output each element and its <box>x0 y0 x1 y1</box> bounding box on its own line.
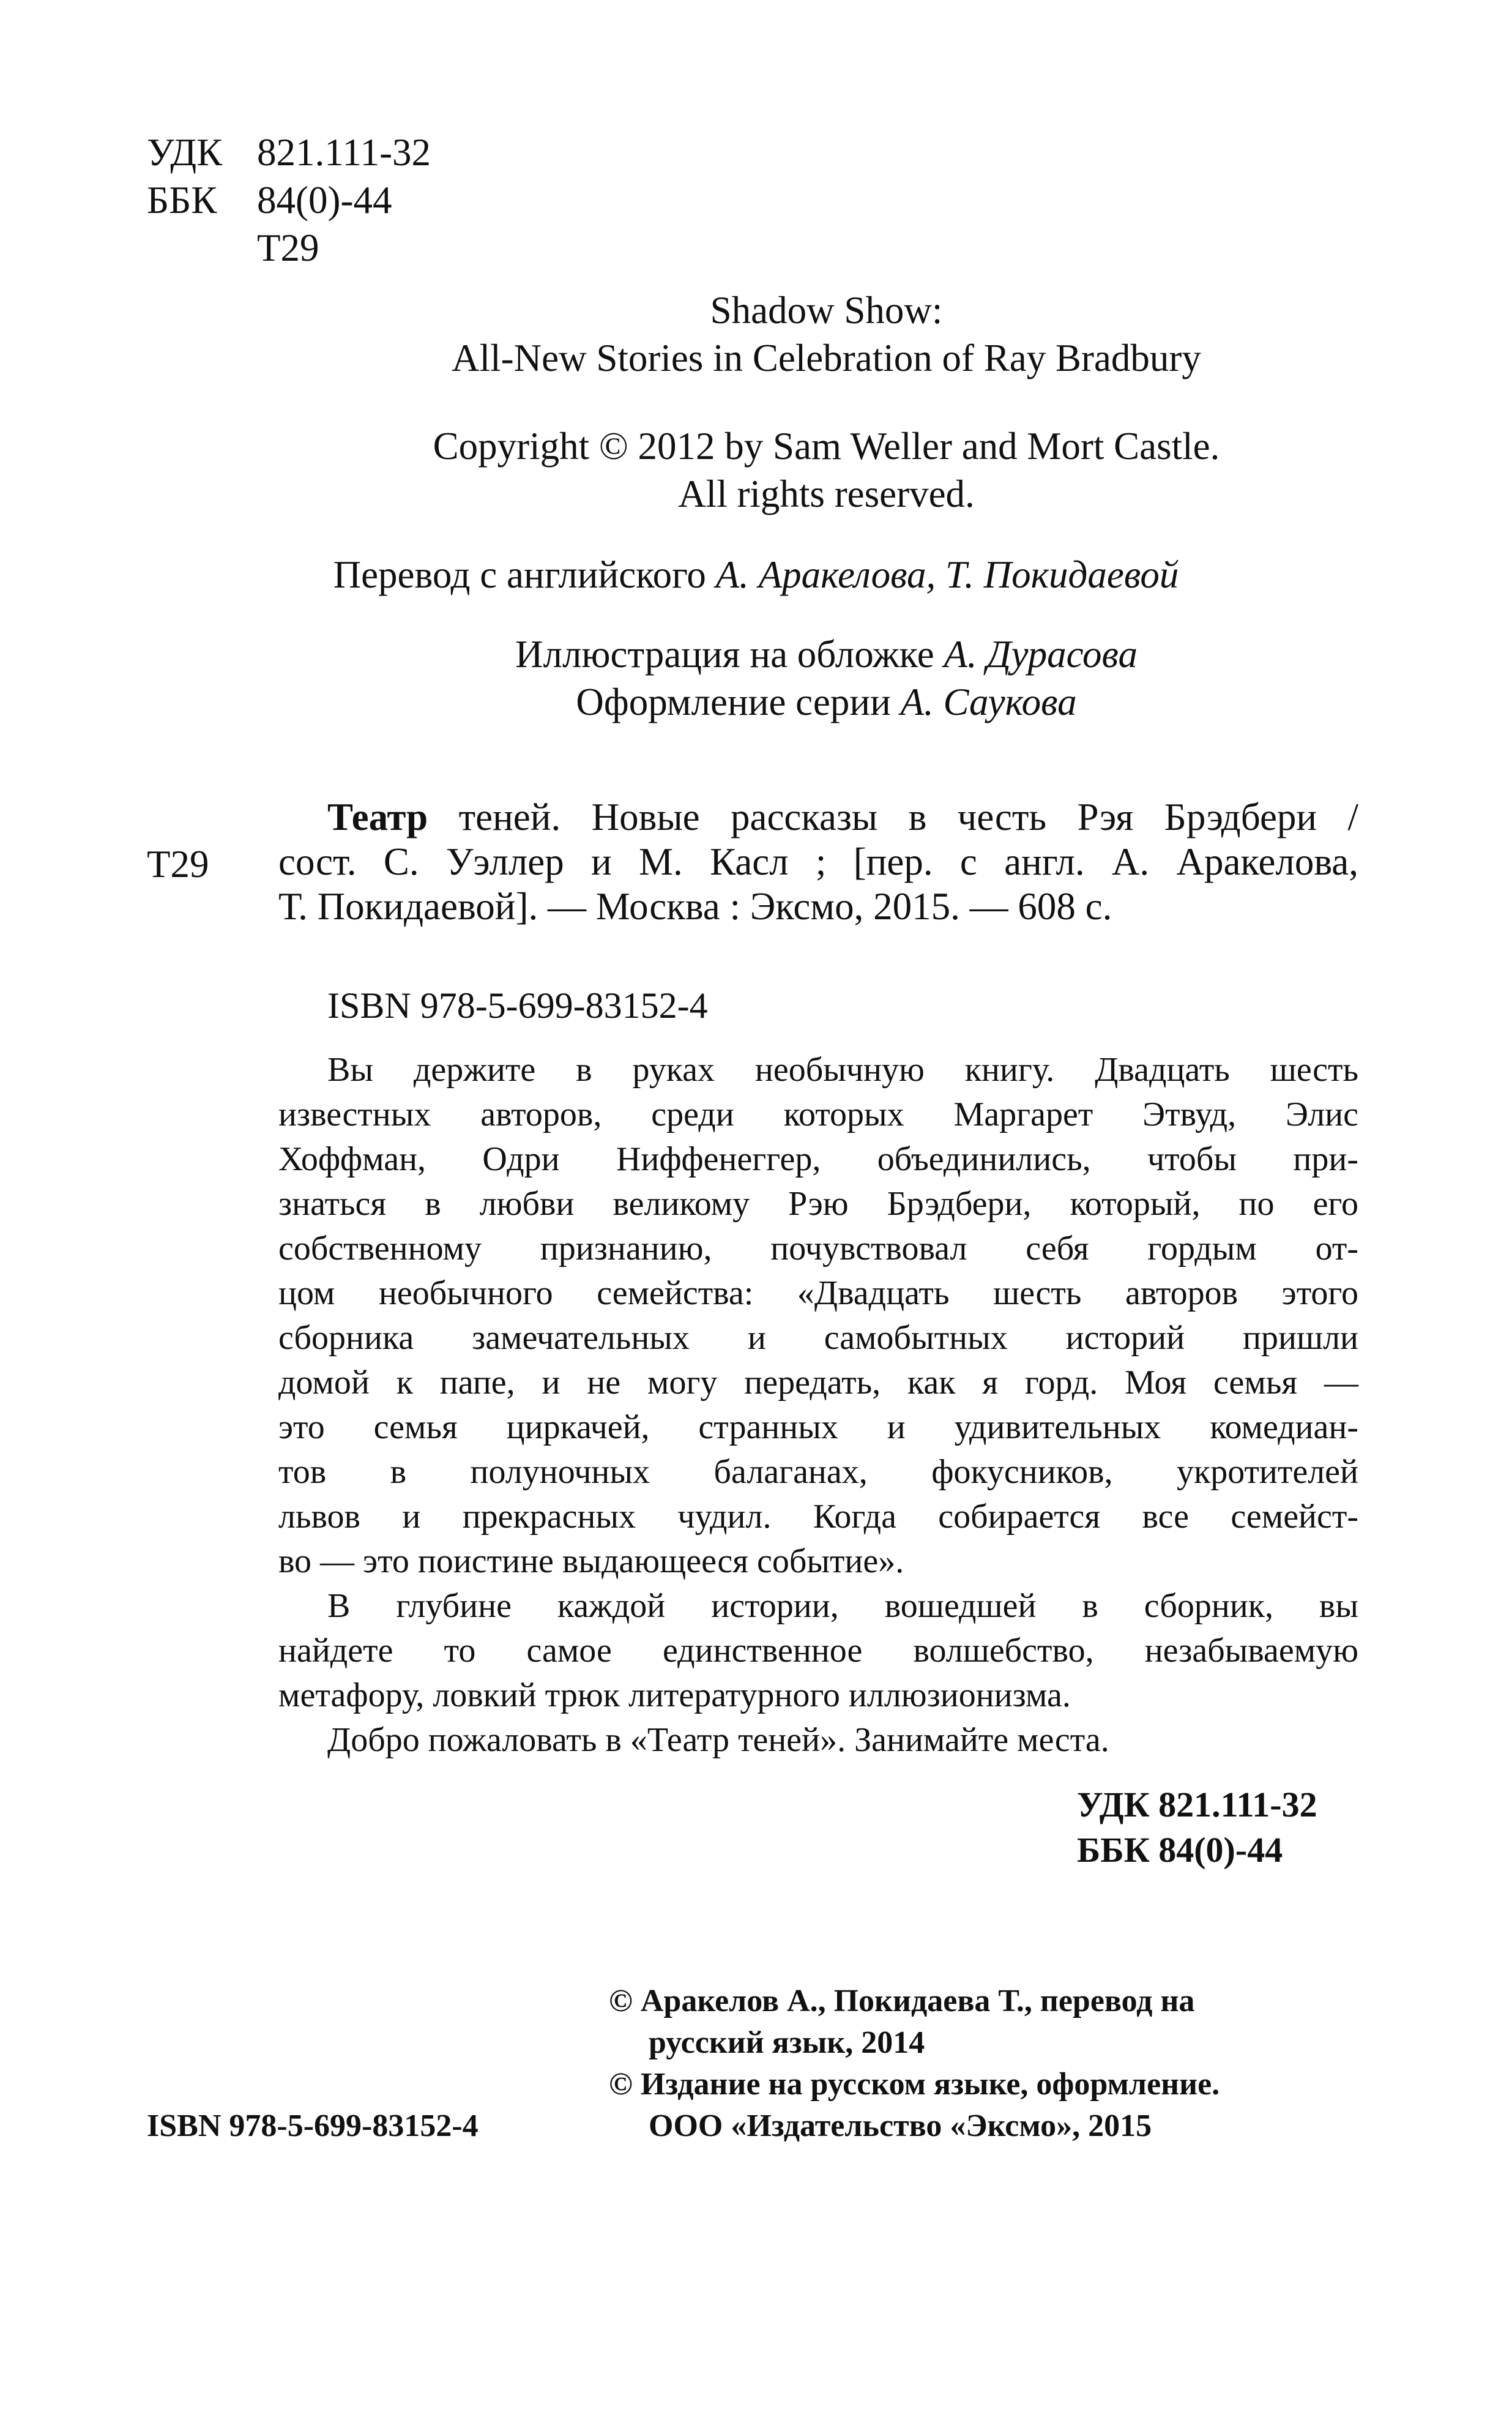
classification-codes-bottom <box>1077 1782 1317 1873</box>
udk-label: УДК <box>147 131 223 174</box>
desc-line: цом необычного семейства: «Двадцать шесть авторов этого <box>278 1274 1358 1312</box>
bbk-value: 84(0)-44 <box>257 179 392 222</box>
desc-line: Вы держите в руках необычную книгу. Двадцать шесть <box>327 1051 1358 1089</box>
bibliographic-record <box>278 793 1358 927</box>
desc-line: известных авторов, среди которых Маргарет Этвуд, Элис <box>278 1096 1358 1133</box>
desc-line: собственному признанию, почувствовал себя гордым от- <box>278 1230 1358 1268</box>
copyright-translation-cont: русский язык, 2014 <box>649 2025 925 2060</box>
desc-line: львов и прекрасных чудил. Когда собирается все семейст- <box>278 1498 1358 1536</box>
desc-line: сборника замечательных и самобытных историй пришли <box>278 1319 1358 1357</box>
series-design-prefix: Оформление серии <box>576 681 901 723</box>
original-copyright-line1: Copyright © 2012 by Sam Weller and Mort Castle. <box>433 425 1220 468</box>
desc-line: найдете то самое единственное волшебство, незабываемую <box>278 1632 1358 1670</box>
copyright-block <box>609 1981 1220 2147</box>
annotation-isbn: ISBN 978-5-699-83152-4 <box>327 985 708 1026</box>
author-mark: Т29 <box>257 226 319 269</box>
original-title-line1: Shadow Show: <box>710 289 943 332</box>
copyright-edition: © Издание на русском языке, оформление. <box>609 2067 1220 2102</box>
desc-line: Хоффман, Одри Ниффенеггер, объединились, чтобы при- <box>278 1140 1358 1178</box>
annotation-mark: Т29 <box>147 843 209 886</box>
bbk-label: ББК <box>147 179 217 222</box>
book-description <box>278 1048 1358 1763</box>
isbn-bottom: ISBN 978-5-699-83152-4 <box>147 2108 479 2143</box>
desc-line: тов в полуночных балаганах, фокусников, укротителей <box>278 1453 1358 1491</box>
desc-line: это семья циркачей, странных и удивительных комедиан- <box>278 1408 1358 1446</box>
series-designer: А. Саукова <box>900 681 1077 723</box>
desc-line: В глубине каждой истории, вошедшей в сборник, вы <box>327 1587 1358 1625</box>
original-title <box>0 286 1512 382</box>
illustrator: А. Дурасова <box>944 633 1138 676</box>
bib-line1 <box>278 793 1358 838</box>
illustration-prefix: Иллюстрация на обложке <box>515 633 944 676</box>
copyright-publisher: ООО «Издательство «Эксмо», 2015 <box>649 2108 1152 2143</box>
udk-value: 821.111-32 <box>257 131 431 174</box>
bbk-bottom: ББК 84(0)-44 <box>1077 1830 1283 1870</box>
bib-line3: Т. Покидаевой]. — Москва : Эксмо, 2015. — 608 с. <box>278 885 1112 928</box>
desc-line: метафору, ловкий трюк литературного иллюзионизма. <box>278 1676 1071 1714</box>
book-title-bold: Театр <box>327 796 428 838</box>
translation-prefix: Перевод с английского <box>333 553 716 596</box>
original-copyright-line2: All rights reserved. <box>678 472 975 515</box>
udk-bottom: УДК 821.111-32 <box>1077 1785 1317 1824</box>
bib-line2: сост. С. Уэллер и М. Касл ; [пер. с англ. А. Аракелова, <box>278 840 1358 883</box>
desc-line: Добро пожаловать в «Театр теней». Занимайте места. <box>327 1721 1109 1759</box>
translators: А. Аракелова, Т. Покидаевой <box>715 553 1179 596</box>
bib-line1-rest: теней. Новые рассказы в честь Рэя Брэдбери / <box>428 796 1358 838</box>
classification-codes <box>147 129 514 272</box>
desc-line: во — это поистине выдающееся событие». <box>278 1542 904 1580</box>
desc-line: знаться в любви великому Рэю Брэдбери, который, по его <box>278 1185 1358 1223</box>
original-copyright <box>0 422 1512 518</box>
original-title-line2: All-New Stories in Celebration of Ray Bradbury <box>452 337 1201 379</box>
translation-credit <box>0 551 1512 599</box>
desc-line: домой к папе, и не могу передать, как я горд. Моя семья — <box>278 1364 1358 1402</box>
design-credits <box>0 630 1512 726</box>
copyright-translation: © Аракелов А., Покидаева Т., перевод на <box>609 1984 1195 2018</box>
